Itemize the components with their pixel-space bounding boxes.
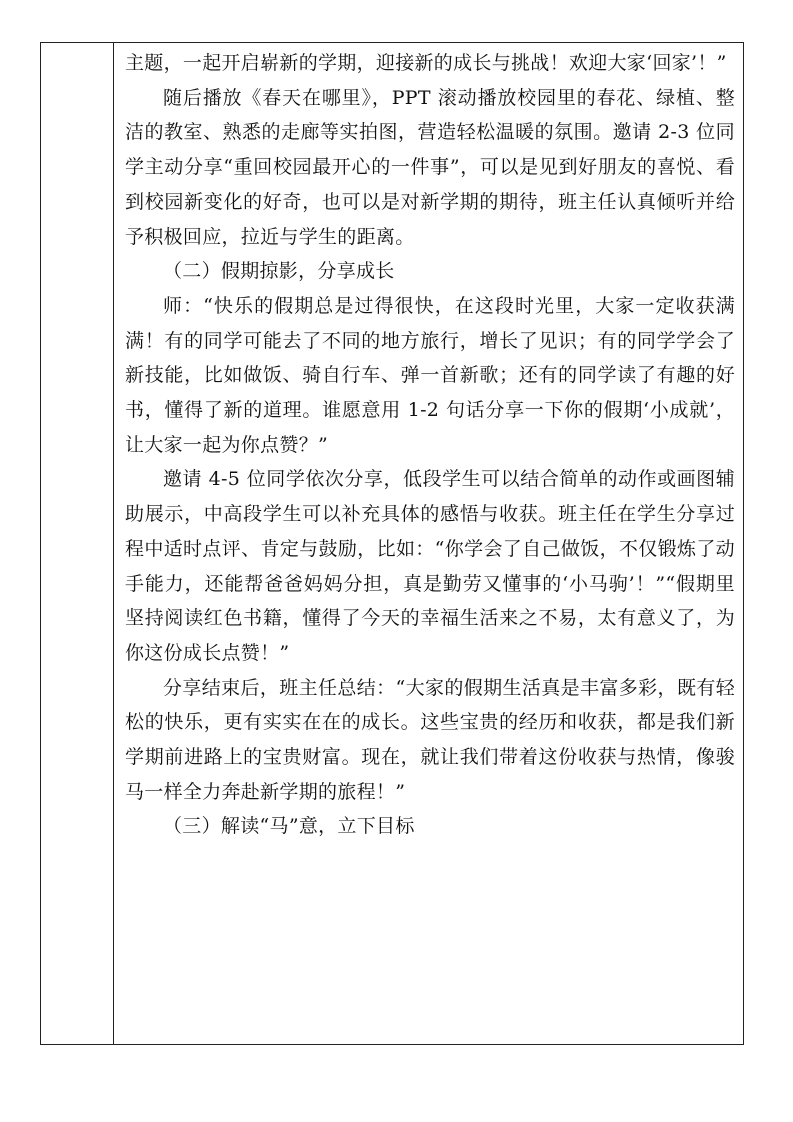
- table-content-cell: [114, 43, 743, 1044]
- paragraph-summary: 分享结束后，班主任总结：“大家的假期生活真是丰富多彩，既有轻松的快乐，更有实实在在的成长。这些宝贵的经历和收获，都是我们新学期前进路上的宝贵财富。现在，就让我们带着这份收获与热情，像骏马一样全力奔赴新学期的旅程！”: [125, 676, 735, 803]
- table-label-column: [41, 43, 114, 1044]
- section-heading-holiday: （二）假期掠影，分享成长: [163, 260, 395, 283]
- paragraph-student-sharing: 邀请 4-5 位同学依次分享，低段学生可以结合简单的动作或画图辅助展示，中高段学生可以补充具体的感悟与收获。班主任在学生分享过程中适时点评、肯定与鼓励，比如：“你学会了自己做饭，不仅锻炼了动手能力，还能帮爸爸妈妈分担，真是勤劳又懂事的‘小马驹’！”“假期里坚持阅读红色书籍，懂得了今天的幸福生活来之不易，太有意义了，为你这份成长点赞！”: [125, 468, 735, 664]
- section-heading-horse-meaning: （三）解读“马”意，立下目标: [163, 815, 415, 838]
- paragraph-teacher-speech: 师：“快乐的假期总是过得很快，在这段时光里，大家一定收获满满！有的同学可能去了不同的地方旅行，增长了见识；有的同学学会了新技能，比如做饭、骑自行车、弹一首新歌；还有的同学读了有趣的好书，懂得了新的道理。谁愿意用 1-2 句话分享一下你的假期‘小成就’，让大家一起为你点赞？”: [125, 294, 735, 456]
- document-table: [40, 42, 744, 1045]
- paragraph-song-activity: 随后播放《春天在哪里》，PPT 滚动播放校园里的春花、绿植、整洁的教室、熟悉的走廊等实拍图，营造轻松温暖的氛围。邀请 2-3 位同学主动分享“重回校园最开心的一件事”，可以是见到好朋友的喜悦、看到校园新变化的好奇，也可以是对新学期的期待，班主任认真倾听并给予积极回应，拉近与学生的距离。: [125, 86, 735, 248]
- paragraph-continuation: 主题，一起开启崭新的学期，迎接新的成长与挑战！欢迎大家‘回家’！”: [125, 52, 727, 74]
